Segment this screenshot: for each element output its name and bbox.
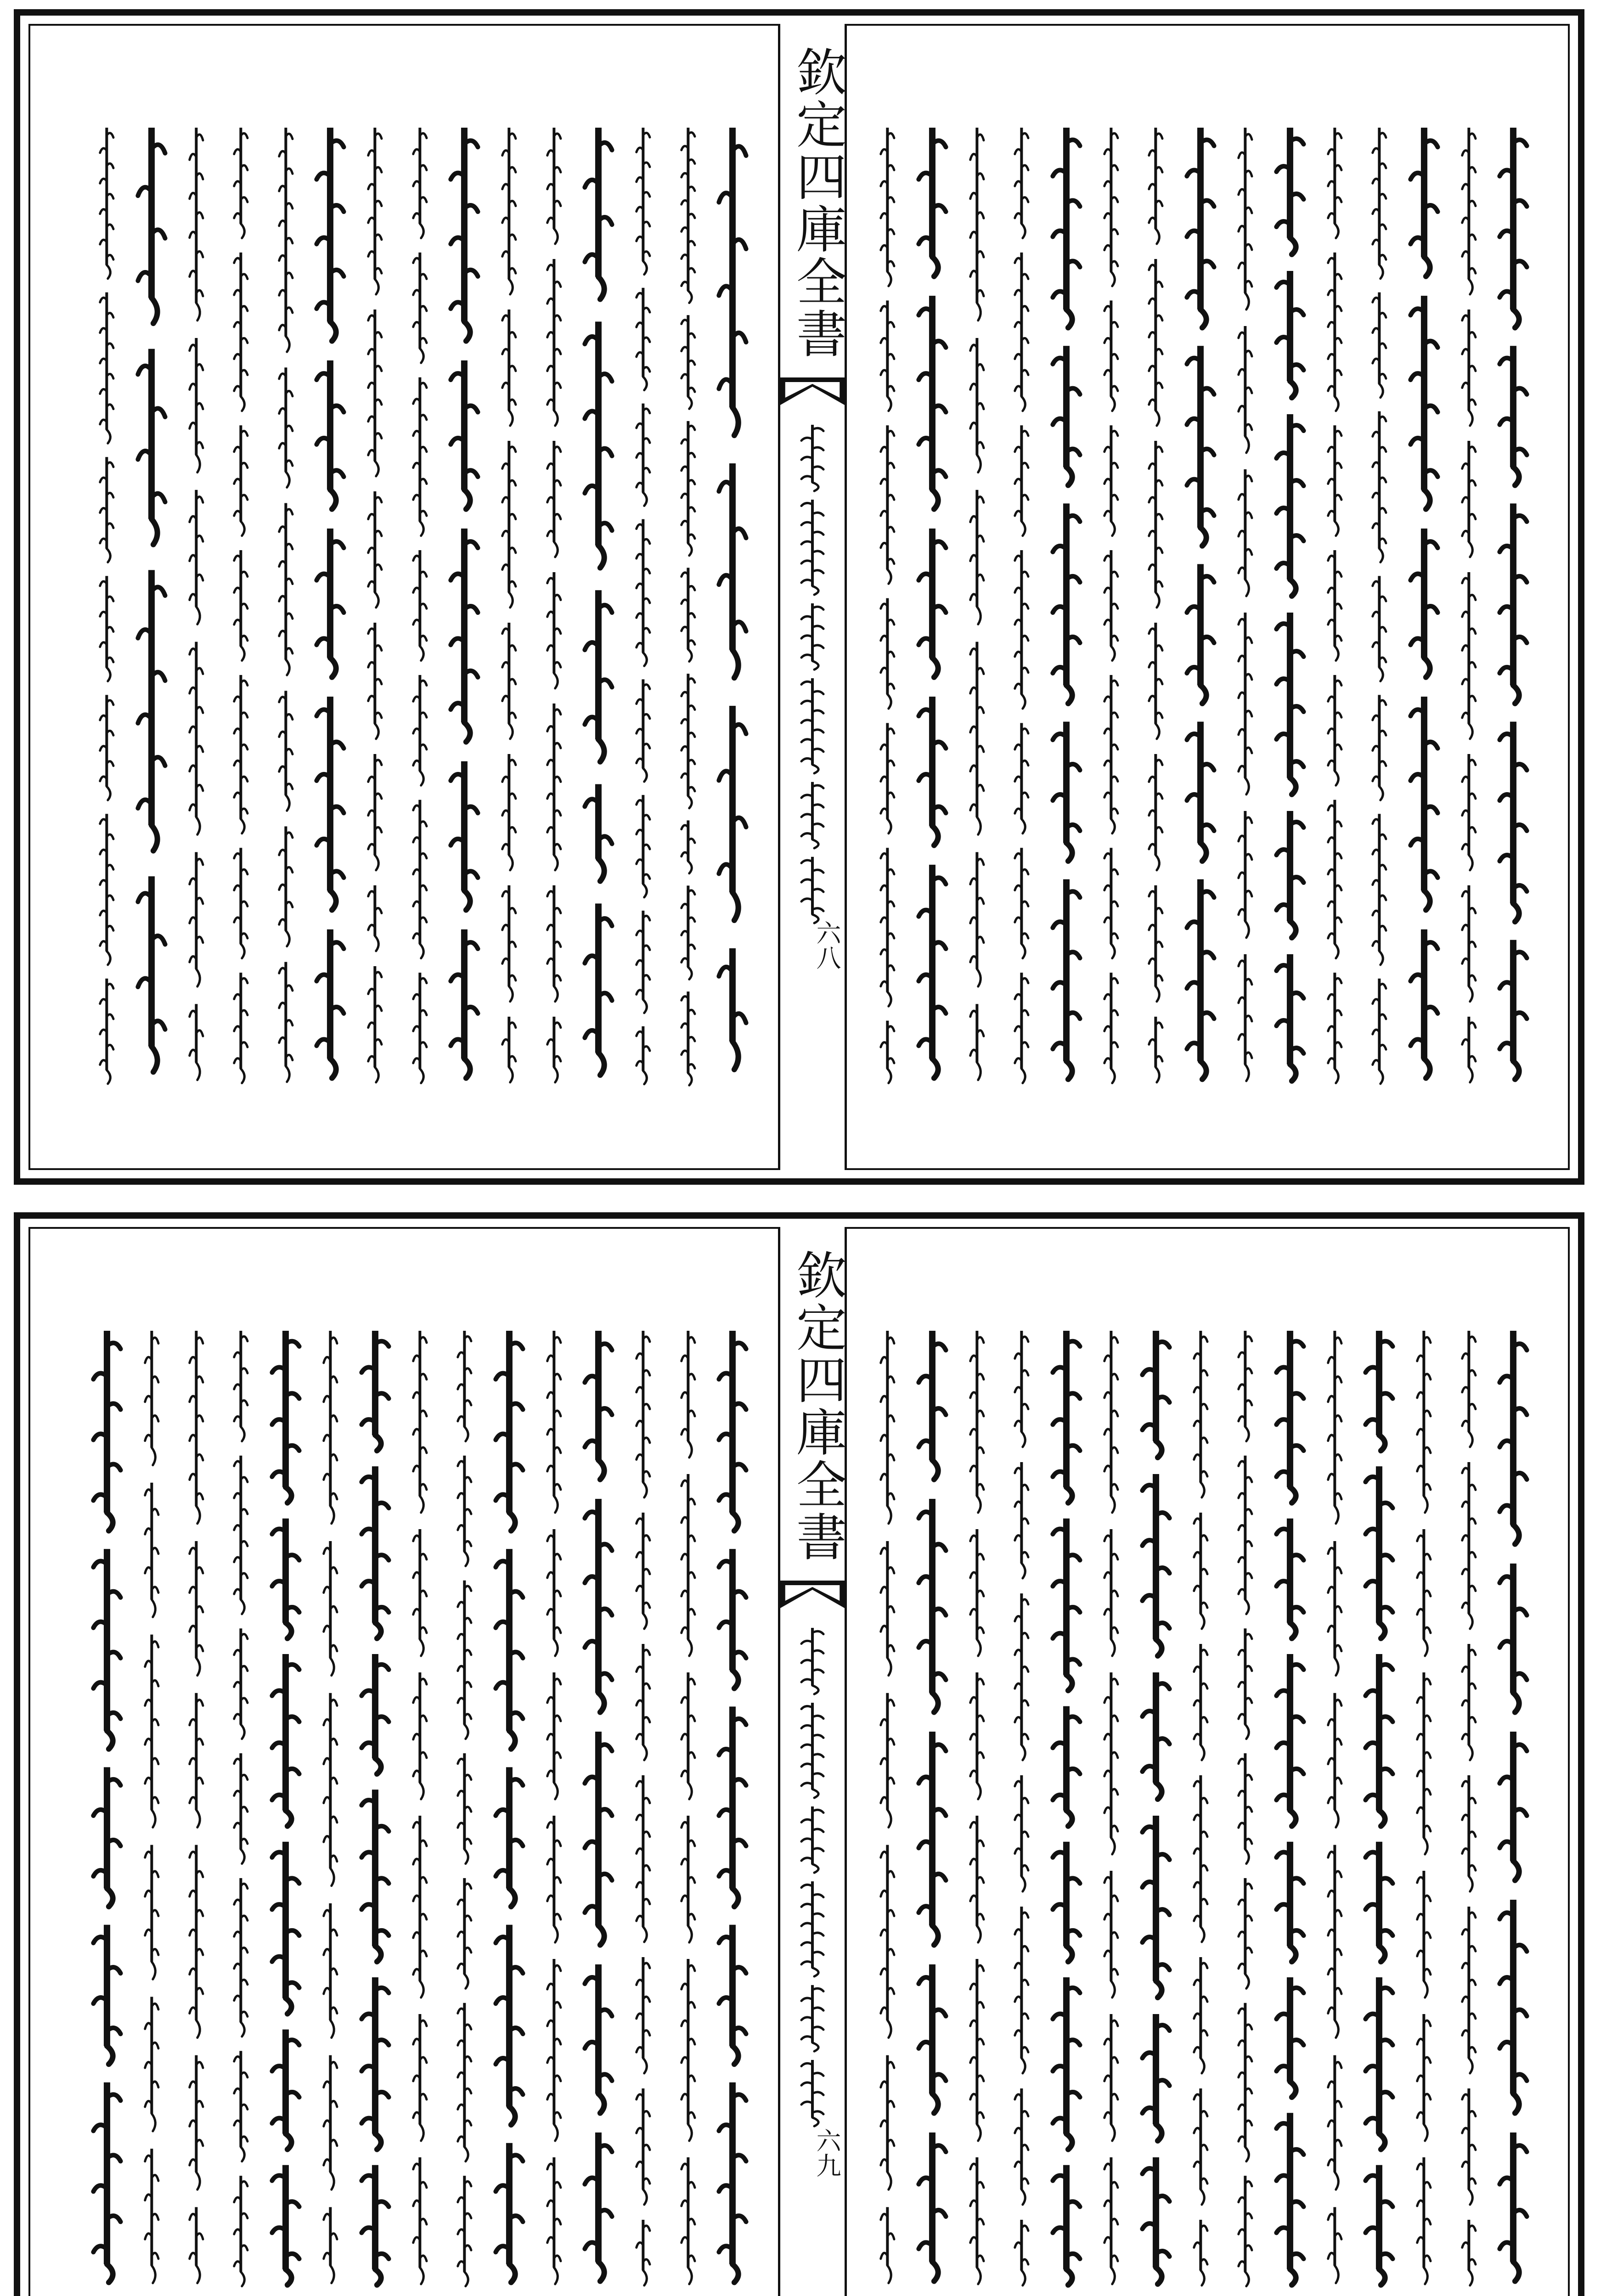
fold-section-script — [794, 414, 831, 942]
manchu-gloss-column — [677, 1311, 699, 2296]
manchu-gloss-column — [1234, 1311, 1257, 2296]
book-title: 欽定四庫全書 — [788, 46, 847, 360]
manchu-gloss-column — [632, 107, 654, 1118]
manchu-gloss-column — [1100, 107, 1122, 1118]
right-half-columns — [865, 1311, 1536, 2296]
fishtail-mark-icon — [780, 377, 845, 405]
manchu-gloss-column — [876, 107, 899, 1118]
manchu-gloss-column — [185, 1311, 208, 2296]
manchu-gloss-column — [632, 1311, 654, 2296]
manchu-gloss-column — [876, 1311, 899, 2296]
manchu-gloss-column — [1234, 107, 1257, 1118]
manchu-gloss-column — [319, 1311, 342, 2296]
manchu-gloss-column — [453, 1311, 476, 2296]
right-half-columns — [865, 107, 1536, 1118]
fold-section-script-column — [794, 1617, 831, 2145]
manchu-headword-column — [1361, 1311, 1397, 2296]
manchu-headword-column — [312, 107, 348, 1118]
manchu-gloss-column — [185, 107, 208, 1118]
fishtail-mark-icon — [780, 1581, 845, 1608]
fold-section-script — [794, 1617, 831, 2145]
manchu-headword-column — [1048, 107, 1084, 1118]
manchu-headword-column — [357, 1311, 393, 2296]
center-fold-strip — [778, 1227, 847, 2296]
manchu-gloss-column — [966, 1311, 988, 2296]
manchu-headword-column — [1495, 1311, 1531, 2296]
manchu-gloss-column — [1413, 1311, 1435, 2296]
manchu-gloss-column — [141, 1311, 163, 2296]
manchu-gloss-column — [1100, 1311, 1122, 2296]
manchu-headword-column — [914, 107, 950, 1118]
manchu-gloss-column — [96, 107, 118, 1118]
manchu-gloss-column — [230, 107, 252, 1118]
manchu-gloss-column — [1010, 107, 1033, 1118]
fold-section-script-column — [794, 414, 831, 942]
manchu-gloss-column — [364, 107, 386, 1118]
manchu-gloss-column — [677, 107, 699, 1118]
fold-page-number: 六九 — [812, 2128, 841, 2178]
leaf-top — [14, 9, 1584, 1185]
manchu-headword-column — [1138, 1311, 1174, 2296]
manchu-headword-column — [581, 107, 616, 1118]
manchu-gloss-column — [1458, 107, 1480, 1118]
manchu-headword-column — [1048, 1311, 1084, 2296]
manchu-headword-column — [1272, 1311, 1308, 2296]
leaf-bottom — [14, 1212, 1584, 2296]
manchu-gloss-column — [1010, 1311, 1033, 2296]
manchu-gloss-column — [1324, 1311, 1346, 2296]
manchu-gloss-column — [1189, 1311, 1212, 2296]
left-half-columns — [85, 107, 755, 1118]
manchu-gloss-column — [275, 107, 297, 1118]
manchu-headword-column — [715, 1311, 750, 2296]
manchu-gloss-column — [1458, 1311, 1480, 2296]
manchu-gloss-column — [409, 1311, 431, 2296]
manchu-gloss-column — [498, 107, 520, 1118]
manchu-headword-column — [134, 107, 169, 1118]
manchu-headword-column — [446, 107, 482, 1118]
manchu-gloss-column — [1144, 107, 1167, 1118]
manchu-headword-column — [1495, 107, 1531, 1118]
manchu-headword-column — [715, 107, 750, 1118]
manchu-gloss-column — [409, 107, 431, 1118]
manchu-headword-column — [1272, 107, 1308, 1118]
center-fold-strip — [778, 24, 847, 1170]
manchu-gloss-column — [1324, 107, 1346, 1118]
manchu-gloss-column — [543, 107, 565, 1118]
manchu-headword-column — [268, 1311, 304, 2296]
manchu-gloss-column — [966, 107, 988, 1118]
manchu-headword-column — [914, 1311, 950, 2296]
manchu-gloss-column — [230, 1311, 252, 2296]
fold-page-number: 六八 — [812, 920, 841, 970]
left-half-columns — [85, 1311, 755, 2296]
manchu-headword-column — [89, 1311, 125, 2296]
book-title: 欽定四庫全書 — [788, 1249, 847, 1563]
manchu-gloss-column — [1368, 107, 1391, 1118]
manchu-gloss-column — [543, 1311, 565, 2296]
manchu-headword-column — [1183, 107, 1218, 1118]
manchu-headword-column — [581, 1311, 616, 2296]
manchu-headword-column — [1406, 107, 1442, 1118]
manchu-headword-column — [491, 1311, 527, 2296]
